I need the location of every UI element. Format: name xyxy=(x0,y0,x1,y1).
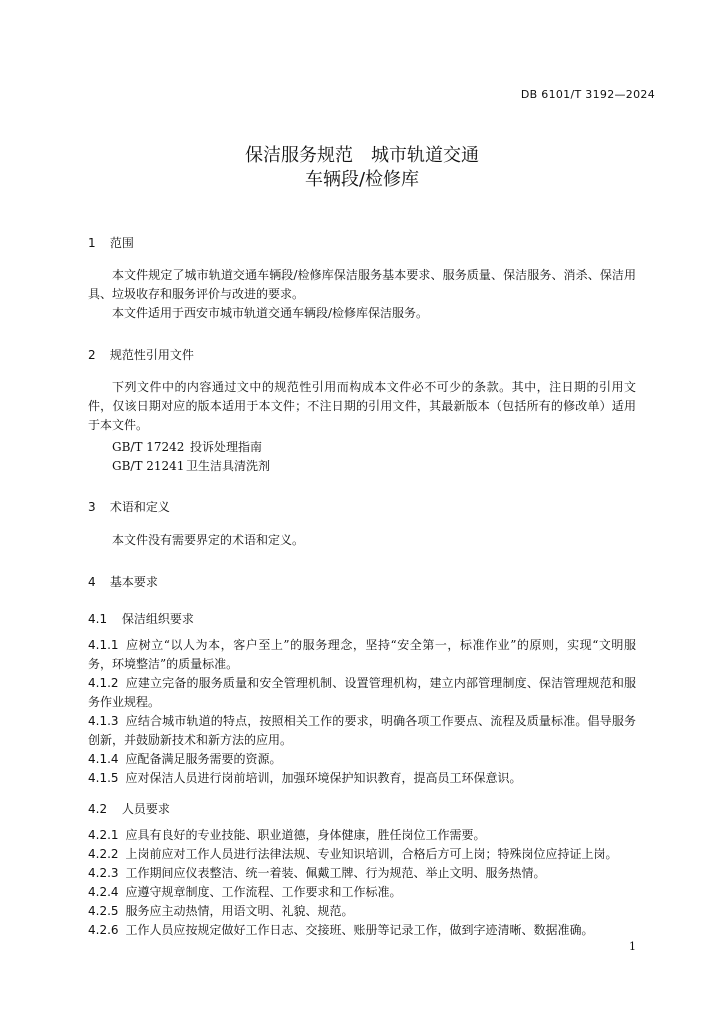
section-heading-4 xyxy=(88,573,158,590)
clause-text: 应结合城市轨道的特点，按照相关工作的要求，明确各项工作要点、流程及质量标准。倡导服务创新，并鼓励新技术和新方法的应用。 xyxy=(88,714,636,747)
subsection-heading-4-2 xyxy=(88,800,170,817)
reference-code: GB/T 21241 xyxy=(112,459,185,473)
clause-4-1-2 xyxy=(88,674,636,712)
clause-text: 上岗前应对工作人员进行法律法规、专业知识培训，合格后方可上岗；特殊岗位应持证上岗。 xyxy=(125,847,618,861)
standard-code: DB 6101/T 3192—2024 xyxy=(520,88,655,101)
clause-4-2-2 xyxy=(88,845,636,864)
paragraph-scope-2: 本文件适用于西安市城市轨道交通车辆段/检修库保洁服务。 xyxy=(112,306,429,320)
clause-number: 4.2.3 xyxy=(88,866,119,880)
paragraph-normative-refs: 下列文件中的内容通过文中的规范性引用而构成本文件必不可少的条款。其中，注日期的引用文件，仅该日期对应的版本适用于本文件；不注日期的引用文件，其最新版本（包括所有的修改单）适用于本文件。 xyxy=(88,380,636,432)
clause-text: 应具有良好的专业技能、职业道德，身体健康，胜任岗位工作需要。 xyxy=(125,828,486,842)
clause-4-1-1 xyxy=(88,636,636,674)
section-heading-1 xyxy=(88,234,134,251)
section-heading-3 xyxy=(88,498,170,515)
clause-number: 4.1.3 xyxy=(88,714,119,728)
paragraph-terms: 本文件没有需要界定的术语和定义。 xyxy=(112,533,305,547)
clause-number: 4.1.2 xyxy=(88,676,119,690)
reference-item xyxy=(112,457,270,474)
section-title: 术语和定义 xyxy=(109,500,170,514)
clause-number: 4.1.1 xyxy=(88,638,119,652)
page-number: 1 xyxy=(629,940,636,953)
subsection-heading-4-1 xyxy=(88,610,194,627)
clause-text: 应建立完备的服务质量和安全管理机制、设置管理机构，建立内部管理制度、保洁管理规范和服务作业规程。 xyxy=(88,676,636,709)
document-title-line2: 车辆段/检修库 xyxy=(304,169,420,190)
section-title: 规范性引用文件 xyxy=(109,348,194,362)
section-number: 2 xyxy=(88,348,96,362)
clause-text: 应树立“以人为本，客户至上”的服务理念，坚持“安全第一，标准作业”的原则，实现“文明服务，环境整洁”的质量标准。 xyxy=(88,638,636,671)
clause-text: 应配备满足服务需要的资源。 xyxy=(125,752,282,766)
section-title: 基本要求 xyxy=(109,575,158,589)
clause-4-1-3 xyxy=(88,712,636,750)
clause-number: 4.1.5 xyxy=(88,771,119,785)
clause-text: 应对保洁人员进行岗前培训，加强环境保护知识教育，提高员工环保意识。 xyxy=(125,771,522,785)
section-number: 4 xyxy=(88,575,96,589)
clause-4-1-5 xyxy=(88,769,636,788)
subsection-title: 保洁组织要求 xyxy=(121,612,194,626)
clause-number: 4.2.5 xyxy=(88,904,119,918)
subsection-title: 人员要求 xyxy=(121,802,170,816)
reference-title: 卫生洁具清洗剂 xyxy=(186,459,271,473)
clause-4-2-1 xyxy=(88,826,636,845)
clause-4-2-3 xyxy=(88,864,636,883)
reference-code: GB/T 17242 xyxy=(112,440,185,454)
document-title-line1: 保洁服务规范 城市轨道交通 xyxy=(245,145,479,166)
clause-4-2-5 xyxy=(88,902,636,921)
subsection-number: 4.2 xyxy=(88,802,108,816)
section-heading-2 xyxy=(88,346,194,363)
paragraph-scope-1: 本文件规定了城市轨道交通车辆段/检修库保洁服务基本要求、服务质量、保洁服务、消杀、保洁用具、垃圾收存和服务评价与改进的要求。 xyxy=(88,268,636,301)
clause-number: 4.2.6 xyxy=(88,923,119,937)
clause-number: 4.1.4 xyxy=(88,752,119,766)
clause-text: 工作期间应仪表整洁、统一着装、佩戴工牌、行为规范、举止文明、服务热情。 xyxy=(125,866,546,880)
clause-number: 4.2.2 xyxy=(88,847,119,861)
section-title: 范围 xyxy=(109,236,134,250)
clause-number: 4.2.1 xyxy=(88,828,119,842)
clause-text: 工作人员应按规定做好工作日志、交接班、账册等记录工作，做到字迹清晰、数据准确。 xyxy=(125,923,594,937)
section-number: 3 xyxy=(88,500,96,514)
clause-4-2-4 xyxy=(88,883,636,902)
section-number: 1 xyxy=(88,236,96,250)
clause-4-2-6 xyxy=(88,921,636,940)
reference-title: 投诉处理指南 xyxy=(190,440,263,454)
clause-number: 4.2.4 xyxy=(88,885,119,899)
reference-item xyxy=(112,438,262,455)
clause-text: 服务应主动热情，用语文明、礼貌、规范。 xyxy=(125,904,354,918)
clause-4-1-4 xyxy=(88,750,636,769)
clause-text: 应遵守规章制度、工作流程、工作要求和工作标准。 xyxy=(125,885,402,899)
subsection-number: 4.1 xyxy=(88,612,108,626)
